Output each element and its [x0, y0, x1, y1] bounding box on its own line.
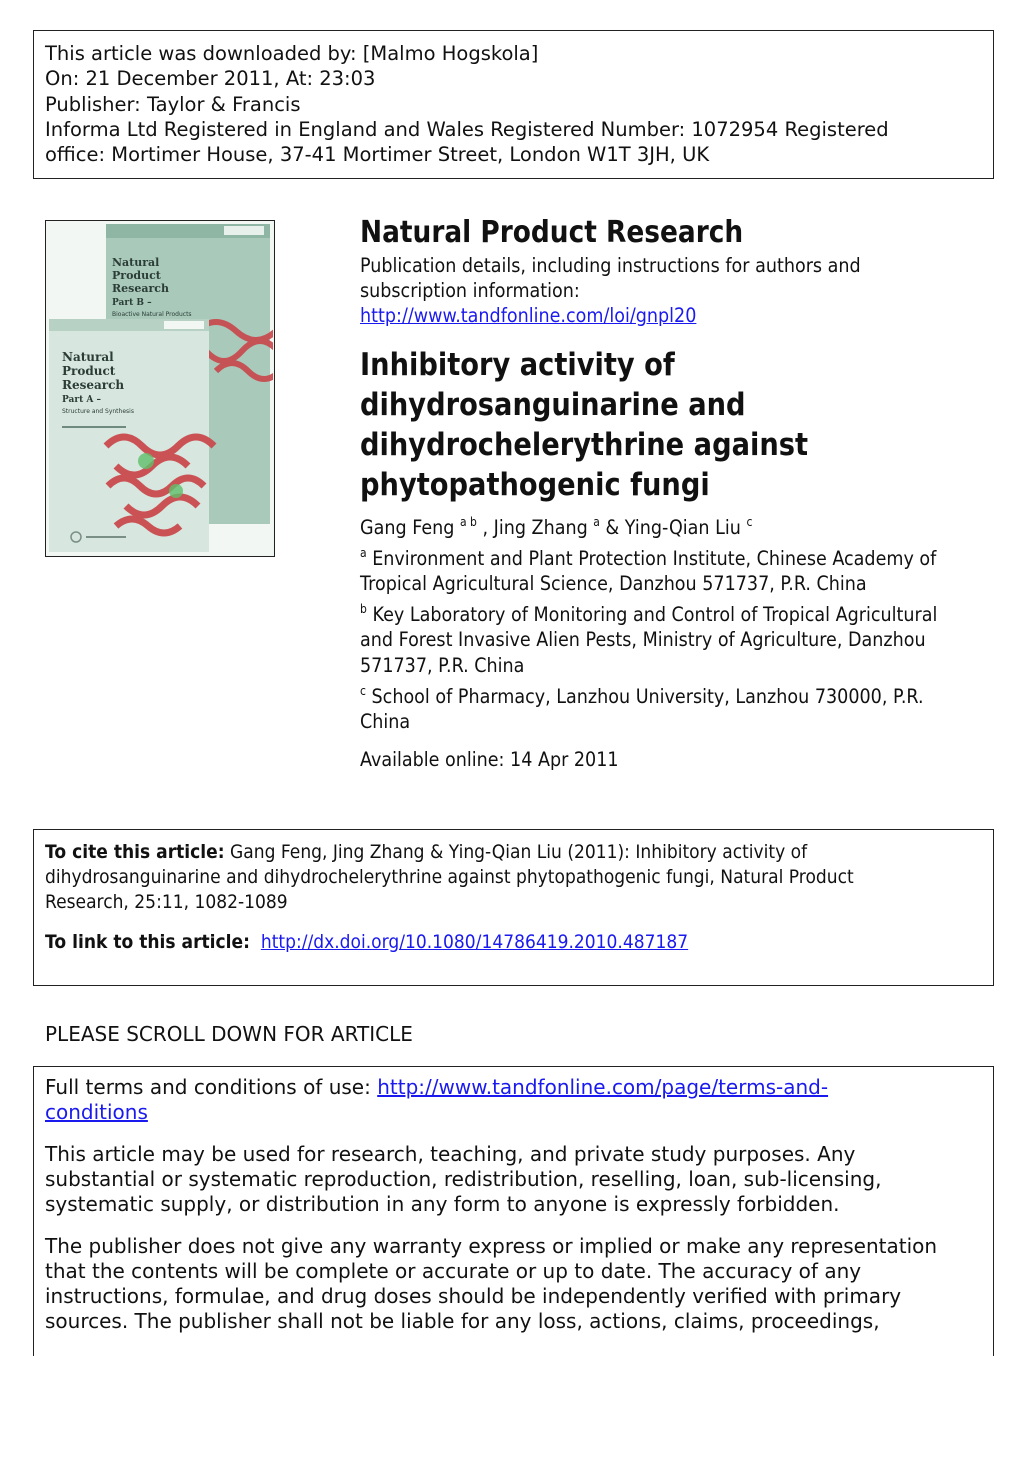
author-affiliation-mark: c: [746, 515, 753, 529]
cover-front-title: Product: [62, 364, 116, 378]
cover-back-title: Product: [112, 269, 161, 282]
cover-back-title: Research: [112, 282, 169, 295]
terms-text: sources. The publisher shall not be liable for any loss, actions, claims, proceedings,: [45, 1309, 880, 1333]
download-line: Publisher: Taylor & Francis: [45, 92, 301, 116]
article-title-line: phytopathogenic fungi: [360, 467, 710, 503]
cover-front-title: Natural: [62, 350, 114, 364]
author-name: Gang Feng: [360, 516, 455, 539]
affiliation-line: Environment and Plant Protection Institute, Chinese Academy of: [372, 547, 937, 570]
cover-back-title: Natural: [112, 256, 160, 269]
terms-lead: Full terms and conditions of use:: [45, 1075, 378, 1099]
terms-text: systematic supply, or distribution in any form to anyone is expressly forbidden.: [45, 1192, 840, 1216]
affiliation-line: 571737, P.R. China: [360, 653, 525, 677]
cover-front-subtitle: Part A –: [62, 395, 102, 405]
affiliation-line: Key Laboratory of Monitoring and Control of Tropical Agricultural: [372, 603, 938, 626]
download-notice: [33, 30, 994, 179]
citation-text: dihydrosanguinarine and dihydrochelerythrine against phytopathogenic fungi, Natural Product: [45, 866, 854, 888]
download-line: On: 21 December 2011, At: 23:03: [45, 67, 376, 91]
terms-link[interactable]: http://www.tandfonline.com/page/terms-and-: [377, 1075, 829, 1099]
journal-header: [360, 213, 1000, 328]
article-title-line: dihydrochelerythrine against: [360, 427, 809, 463]
article-title-line: dihydrosanguinarine and: [360, 387, 746, 423]
terms-box: [33, 1066, 994, 1356]
terms-link[interactable]: conditions: [45, 1100, 148, 1124]
author-name: Ying-Qian Liu: [624, 516, 741, 539]
available-online-date: Available online: 14 Apr 2011: [360, 748, 619, 771]
download-line: office: Mortimer House, 37-41 Mortimer Street, London W1T 3JH, UK: [45, 143, 710, 167]
link-label: To link to this article:: [45, 931, 250, 953]
affiliation-line: School of Pharmacy, Lanzhou University, Lanzhou 730000, P.R.: [371, 685, 924, 708]
download-line: Informa Ltd Registered in England and Wales Registered Number: 1072954 Registered: [45, 117, 889, 141]
author-separator: &: [599, 516, 625, 539]
citation-box: [33, 829, 994, 986]
scroll-down-notice: PLEASE SCROLL DOWN FOR ARTICLE: [45, 1022, 413, 1046]
terms-text: instructions, formulae, and drug doses should be independently verified with primary: [45, 1284, 902, 1308]
affiliation-line: China: [360, 710, 411, 734]
affiliation-c: [360, 679, 924, 735]
affiliation-line: and Forest Invasive Alien Pests, Ministry of Agriculture, Danzhou: [360, 628, 926, 652]
author-affiliation-mark: a b: [459, 515, 477, 529]
journal-title: Natural Product Research: [360, 215, 744, 250]
author-list: [360, 510, 752, 540]
cover-front-subtitle: Structure and Synthesis: [62, 408, 134, 415]
citation-text: Gang Feng, Jing Zhang & Ying-Qian Liu (2011): Inhibitory activity of: [224, 841, 808, 863]
author-affiliation-mark: a: [593, 515, 600, 529]
cover-back-subtitle: Part B –: [112, 298, 152, 308]
cover-illustration: [46, 221, 273, 555]
publication-details: subscription information:: [360, 279, 580, 302]
article-title-line: Inhibitory activity of: [360, 347, 675, 383]
author-separator: ,: [476, 516, 494, 539]
cover-front-title: Research: [62, 378, 125, 392]
terms-text: substantial or systematic reproduction, redistribution, reselling, loan, sub-licensing,: [45, 1167, 882, 1191]
author-name: Jing Zhang: [493, 516, 588, 539]
terms-text: This article may be used for research, teaching, and private study purposes. Any: [45, 1142, 856, 1166]
citation-text: Research, 25:11, 1082-1089: [45, 891, 288, 913]
article-title: [360, 345, 808, 505]
download-line: This article was downloaded by: [Malmo Hogskola]: [45, 42, 539, 65]
cover-back-subtitle: Bioactive Natural Products: [112, 311, 192, 318]
journal-cover-image: [45, 220, 275, 557]
affiliation-line: Tropical Agricultural Science, Danzhou 571737, P.R. China: [360, 572, 867, 596]
terms-text: that the contents will be complete or accurate or up to date. The accuracy of any: [45, 1259, 862, 1283]
affiliation-mark: a: [360, 546, 367, 560]
affiliation-b: [360, 597, 937, 678]
terms-text: The publisher does not give any warranty express or implied or make any representation: [45, 1234, 938, 1258]
doi-link[interactable]: http://dx.doi.org/10.1080/14786419.2010.487187: [260, 931, 689, 953]
affiliation-mark: b: [360, 602, 367, 616]
journal-url-link[interactable]: http://www.tandfonline.com/loi/gnpl20: [360, 304, 697, 327]
cite-label: To cite this article:: [45, 841, 225, 863]
publication-details: Publication details, including instructions for authors and: [360, 254, 861, 277]
affiliation-a: [360, 541, 936, 597]
affiliation-mark: c: [360, 684, 366, 698]
